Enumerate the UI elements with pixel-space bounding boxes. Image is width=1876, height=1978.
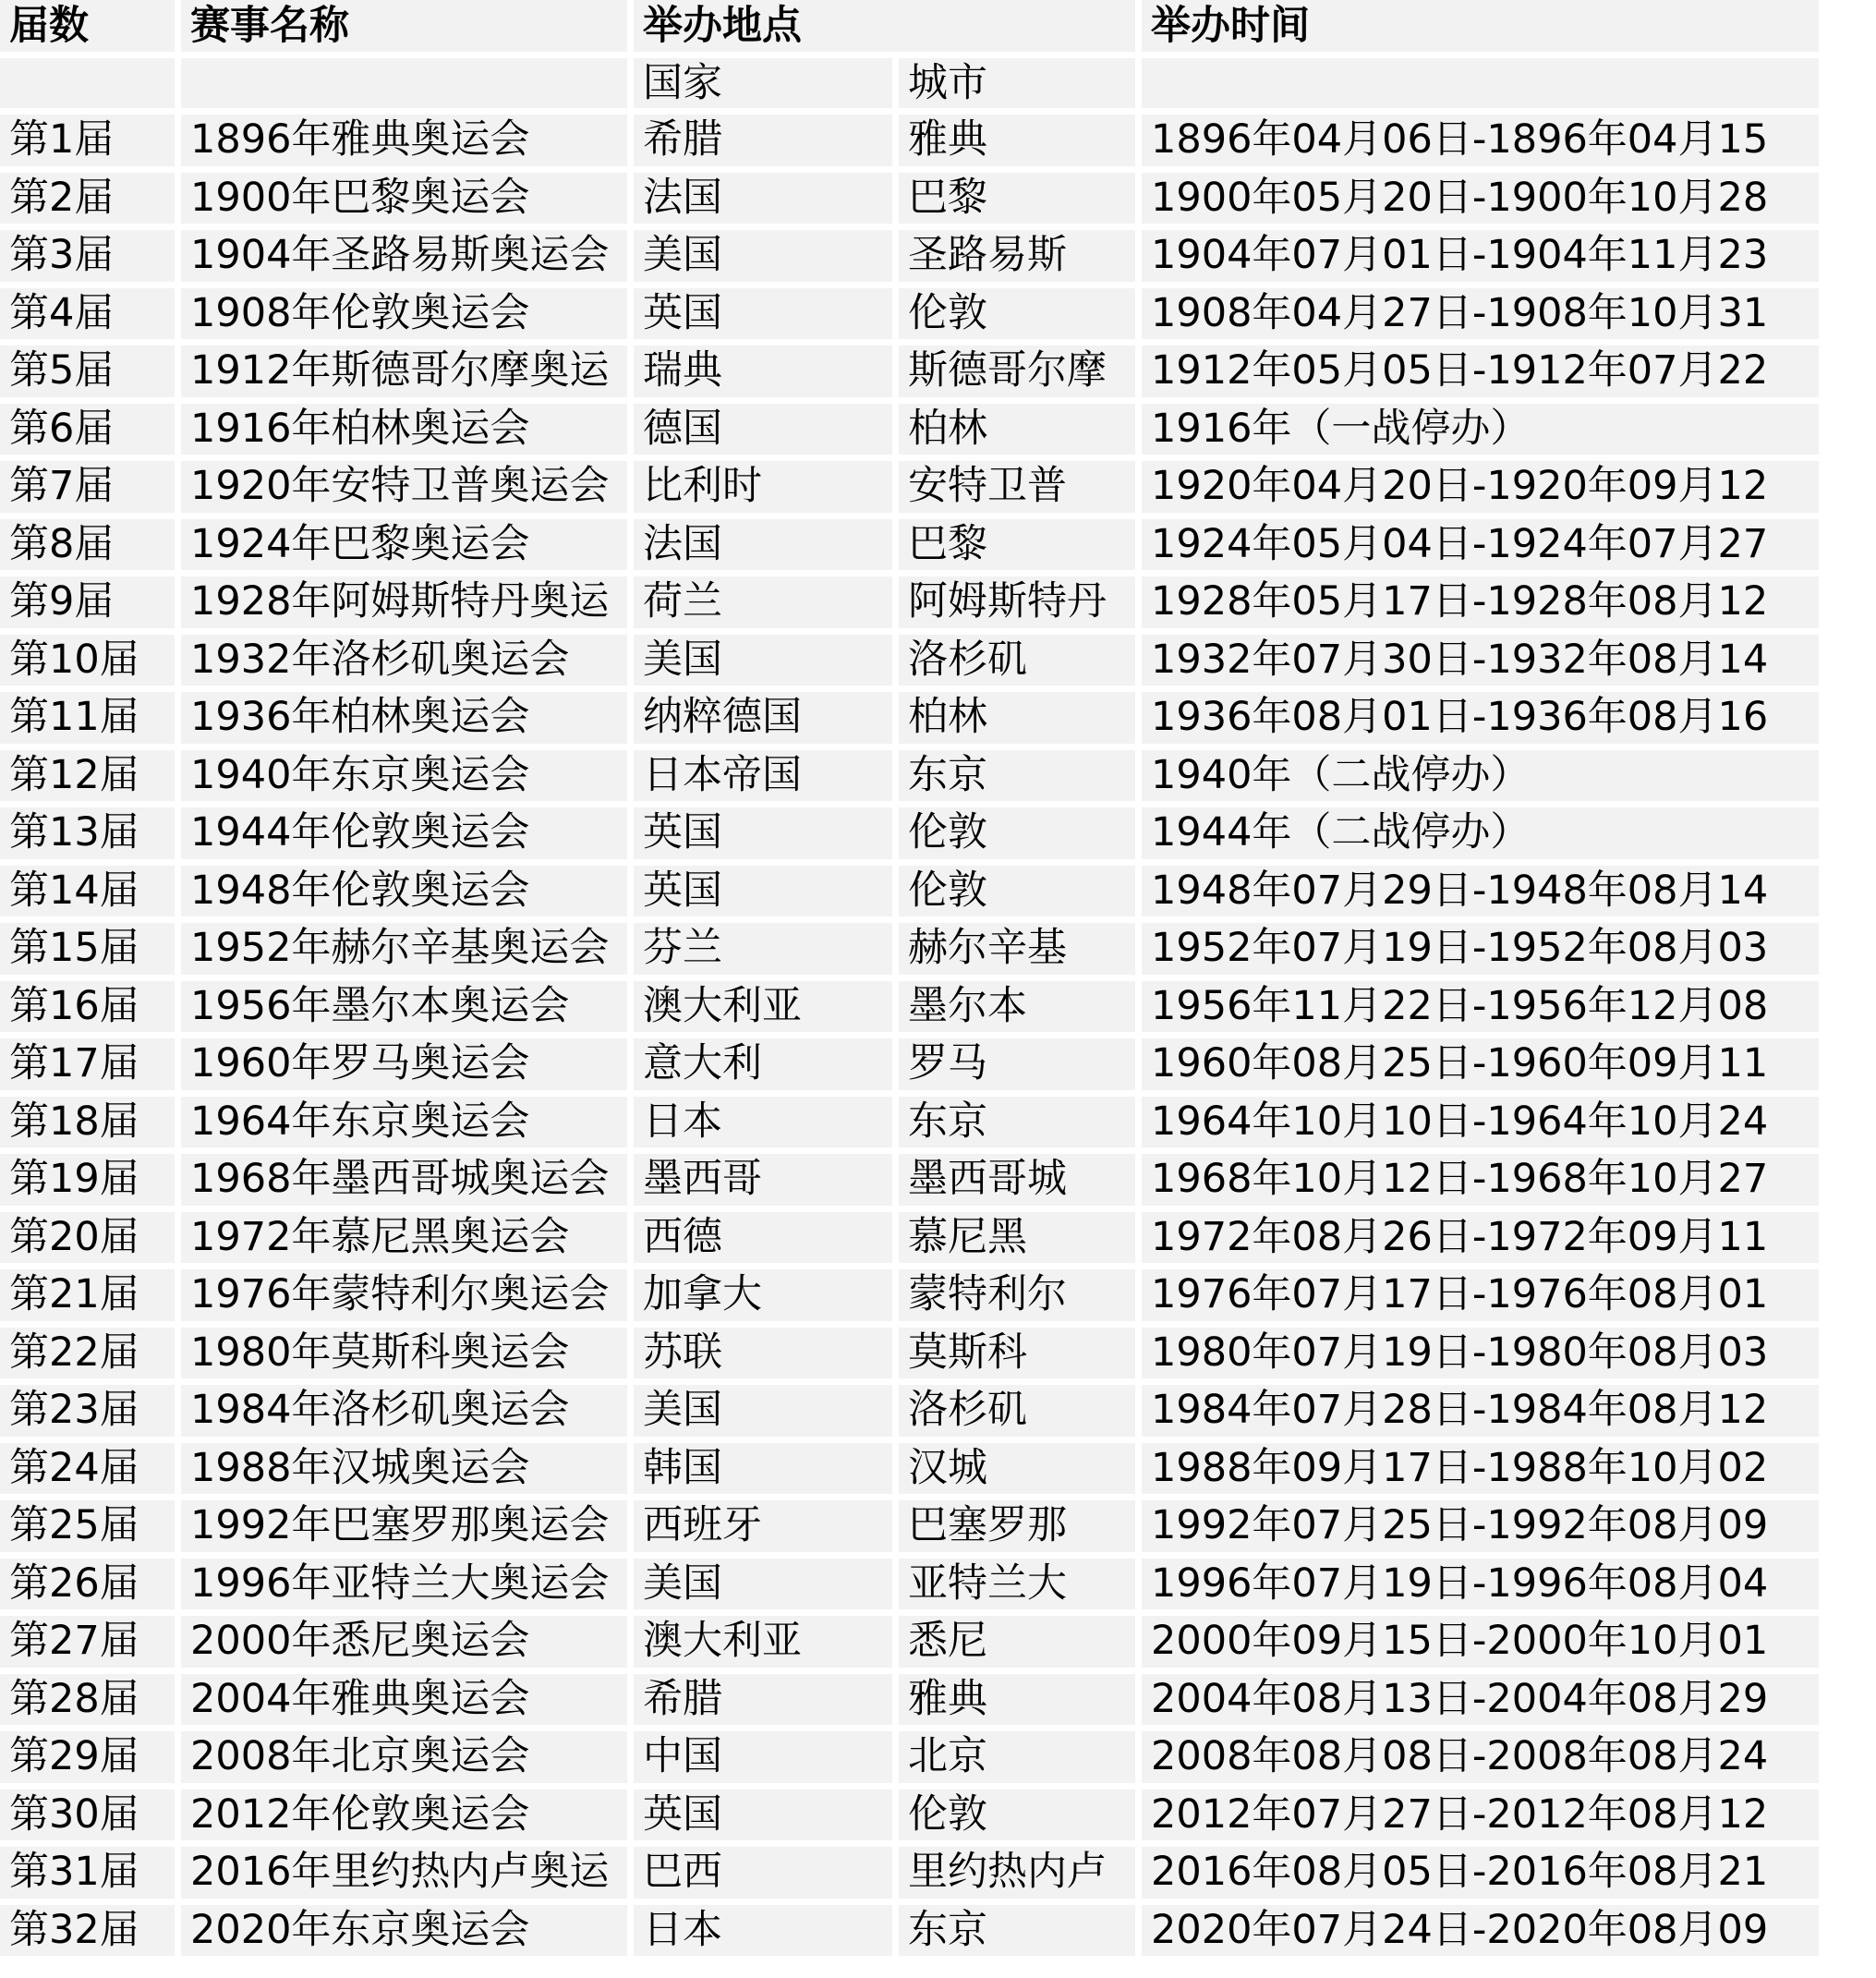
table-row <box>0 981 1825 1039</box>
event-name-cell[interactable]: 1912年斯德哥尔摩奥运 <box>181 346 634 404</box>
subheader-empty-cell[interactable] <box>181 58 634 115</box>
city-cell[interactable]: 阿姆斯特丹 <box>899 576 1142 635</box>
table-row <box>0 1559 1825 1617</box>
city-cell[interactable]: 慕尼黑 <box>899 1212 1142 1270</box>
event-name-cell[interactable]: 1944年伦敦奥运会 <box>181 807 634 866</box>
country-cell[interactable]: 日本 <box>634 1097 899 1155</box>
city-cell[interactable]: 里约热内卢 <box>899 1847 1142 1905</box>
header-row <box>0 0 1825 58</box>
host-time-cell[interactable]: 1936年08月01日-1936年08月16 <box>1142 692 1825 750</box>
city-cell[interactable]: 悉尼 <box>899 1616 1142 1674</box>
table-row <box>0 461 1825 519</box>
city-cell[interactable]: 伦敦 <box>899 866 1142 924</box>
country-cell[interactable]: 意大利 <box>634 1038 899 1097</box>
edition-cell[interactable]: 第6届 <box>0 404 181 462</box>
event-name-cell[interactable]: 1952年赫尔辛基奥运会 <box>181 923 634 981</box>
table-row <box>0 1500 1825 1559</box>
table-row <box>0 404 1825 462</box>
city-cell[interactable]: 斯德哥尔摩 <box>899 346 1142 404</box>
city-cell[interactable]: 汉城 <box>899 1443 1142 1501</box>
country-cell[interactable]: 中国 <box>634 1731 899 1790</box>
host-time-cell[interactable]: 1988年09月17日-1988年10月02 <box>1142 1443 1825 1501</box>
edition-cell[interactable]: 第3届 <box>0 230 181 288</box>
header-host-time[interactable]: 举办时间 <box>1142 0 1825 58</box>
country-cell[interactable]: 希腊 <box>634 115 899 173</box>
host-time-cell[interactable]: 2004年08月13日-2004年08月29 <box>1142 1674 1825 1732</box>
edition-cell[interactable]: 第14届 <box>0 866 181 924</box>
subheader-empty-cell[interactable] <box>0 58 181 115</box>
edition-cell[interactable]: 第24届 <box>0 1443 181 1501</box>
city-cell[interactable]: 巴黎 <box>899 173 1142 231</box>
country-cell[interactable]: 墨西哥 <box>634 1154 899 1212</box>
event-name-cell[interactable]: 2020年东京奥运会 <box>181 1905 634 1963</box>
edition-cell[interactable]: 第23届 <box>0 1385 181 1443</box>
country-cell[interactable]: 英国 <box>634 1790 899 1848</box>
table-row <box>0 1038 1825 1097</box>
edition-cell[interactable]: 第10届 <box>0 635 181 693</box>
table-row <box>0 1097 1825 1155</box>
event-name-cell[interactable]: 1988年汉城奥运会 <box>181 1443 634 1501</box>
table-row <box>0 1385 1825 1443</box>
city-cell[interactable]: 莫斯科 <box>899 1328 1142 1386</box>
edition-cell[interactable]: 第32届 <box>0 1905 181 1963</box>
city-cell[interactable]: 伦敦 <box>899 1790 1142 1848</box>
host-time-cell[interactable]: 1944年（二战停办） <box>1142 807 1825 866</box>
host-time-cell[interactable]: 2012年07月27日-2012年08月12 <box>1142 1790 1825 1848</box>
host-time-cell[interactable]: 1968年10月12日-1968年10月27 <box>1142 1154 1825 1212</box>
edition-cell[interactable]: 第17届 <box>0 1038 181 1097</box>
city-cell[interactable]: 伦敦 <box>899 807 1142 866</box>
city-cell[interactable]: 罗马 <box>899 1038 1142 1097</box>
table-row <box>0 173 1825 231</box>
event-name-cell[interactable]: 2016年里约热内卢奥运 <box>181 1847 634 1905</box>
table-row <box>0 1154 1825 1212</box>
city-cell[interactable]: 亚特兰大 <box>899 1559 1142 1617</box>
city-cell[interactable]: 巴黎 <box>899 519 1142 577</box>
header-event-name[interactable]: 赛事名称 <box>181 0 634 58</box>
country-cell[interactable]: 纳粹德国 <box>634 692 899 750</box>
edition-cell[interactable]: 第11届 <box>0 692 181 750</box>
table-row <box>0 288 1825 346</box>
country-cell[interactable]: 韩国 <box>634 1443 899 1501</box>
table-row <box>0 1212 1825 1270</box>
country-cell[interactable]: 英国 <box>634 807 899 866</box>
edition-cell[interactable]: 第25届 <box>0 1500 181 1559</box>
host-time-cell[interactable]: 1920年04月20日-1920年09月12 <box>1142 461 1825 519</box>
edition-cell[interactable]: 第13届 <box>0 807 181 866</box>
city-cell[interactable]: 圣路易斯 <box>899 230 1142 288</box>
table-row <box>0 1905 1825 1963</box>
event-name-cell[interactable]: 1920年安特卫普奥运会 <box>181 461 634 519</box>
table-row <box>0 1616 1825 1674</box>
edition-cell[interactable]: 第16届 <box>0 981 181 1039</box>
edition-cell[interactable]: 第26届 <box>0 1559 181 1617</box>
table-row <box>0 115 1825 173</box>
table-row <box>0 1269 1825 1328</box>
edition-cell[interactable]: 第8届 <box>0 519 181 577</box>
event-name-cell[interactable]: 1928年阿姆斯特丹奥运 <box>181 576 634 635</box>
host-time-cell[interactable]: 1960年08月25日-1960年09月11 <box>1142 1038 1825 1097</box>
edition-cell[interactable]: 第5届 <box>0 346 181 404</box>
edition-cell[interactable]: 第31届 <box>0 1847 181 1905</box>
event-name-cell[interactable]: 2012年伦敦奥运会 <box>181 1790 634 1848</box>
event-name-cell[interactable]: 1980年莫斯科奥运会 <box>181 1328 634 1386</box>
table-row <box>0 692 1825 750</box>
country-cell[interactable]: 加拿大 <box>634 1269 899 1328</box>
table-row <box>0 807 1825 866</box>
city-cell[interactable]: 柏林 <box>899 692 1142 750</box>
table-row <box>0 635 1825 693</box>
host-time-cell[interactable]: 1908年04月27日-1908年10月31 <box>1142 288 1825 346</box>
edition-cell[interactable]: 第12届 <box>0 750 181 808</box>
event-name-cell[interactable]: 1992年巴塞罗那奥运会 <box>181 1500 634 1559</box>
city-cell[interactable]: 安特卫普 <box>899 461 1142 519</box>
host-time-cell[interactable]: 1916年（一战停办） <box>1142 404 1825 462</box>
edition-cell[interactable]: 第19届 <box>0 1154 181 1212</box>
country-cell[interactable]: 西班牙 <box>634 1500 899 1559</box>
host-time-cell[interactable]: 1924年05月04日-1924年07月27 <box>1142 519 1825 577</box>
city-cell[interactable]: 蒙特利尔 <box>899 1269 1142 1328</box>
event-name-cell[interactable]: 2000年悉尼奥运会 <box>181 1616 634 1674</box>
country-cell[interactable]: 日本 <box>634 1905 899 1963</box>
event-name-cell[interactable]: 1908年伦敦奥运会 <box>181 288 634 346</box>
host-time-cell[interactable]: 1928年05月17日-1928年08月12 <box>1142 576 1825 635</box>
country-cell[interactable]: 澳大利亚 <box>634 1616 899 1674</box>
event-name-cell[interactable]: 1948年伦敦奥运会 <box>181 866 634 924</box>
host-time-cell[interactable]: 1956年11月22日-1956年12月08 <box>1142 981 1825 1039</box>
edition-cell[interactable]: 第1届 <box>0 115 181 173</box>
host-time-cell[interactable]: 1952年07月19日-1952年08月03 <box>1142 923 1825 981</box>
host-time-cell[interactable]: 1972年08月26日-1972年09月11 <box>1142 1212 1825 1270</box>
edition-cell[interactable]: 第29届 <box>0 1731 181 1790</box>
country-cell[interactable]: 苏联 <box>634 1328 899 1386</box>
event-name-cell[interactable]: 1896年雅典奥运会 <box>181 115 634 173</box>
event-name-cell[interactable]: 1936年柏林奥运会 <box>181 692 634 750</box>
table-row <box>0 576 1825 635</box>
country-cell[interactable]: 美国 <box>634 1559 899 1617</box>
host-time-cell[interactable]: 1992年07月25日-1992年08月09 <box>1142 1500 1825 1559</box>
event-name-cell[interactable]: 2008年北京奥运会 <box>181 1731 634 1790</box>
host-time-cell[interactable]: 1932年07月30日-1932年08月14 <box>1142 635 1825 693</box>
edition-cell[interactable]: 第18届 <box>0 1097 181 1155</box>
city-cell[interactable]: 东京 <box>899 1905 1142 1963</box>
event-name-cell[interactable]: 1924年巴黎奥运会 <box>181 519 634 577</box>
country-cell[interactable]: 日本帝国 <box>634 750 899 808</box>
host-time-cell[interactable]: 1896年04月06日-1896年04月15 <box>1142 115 1825 173</box>
city-cell[interactable]: 北京 <box>899 1731 1142 1790</box>
subheader-row <box>0 58 1825 115</box>
country-cell[interactable]: 法国 <box>634 173 899 231</box>
event-name-cell[interactable]: 1904年圣路易斯奥运会 <box>181 230 634 288</box>
city-cell[interactable]: 伦敦 <box>899 288 1142 346</box>
edition-cell[interactable]: 第20届 <box>0 1212 181 1270</box>
host-time-cell[interactable]: 1904年07月01日-1904年11月23 <box>1142 230 1825 288</box>
table-row <box>0 346 1825 404</box>
country-cell[interactable]: 德国 <box>634 404 899 462</box>
table-row <box>0 923 1825 981</box>
table-row <box>0 866 1825 924</box>
event-name-cell[interactable]: 1916年柏林奥运会 <box>181 404 634 462</box>
city-cell[interactable]: 巴塞罗那 <box>899 1500 1142 1559</box>
edition-cell[interactable]: 第21届 <box>0 1269 181 1328</box>
edition-cell[interactable]: 第30届 <box>0 1790 181 1848</box>
event-name-cell[interactable]: 2004年雅典奥运会 <box>181 1674 634 1732</box>
host-time-cell[interactable]: 1976年07月17日-1976年08月01 <box>1142 1269 1825 1328</box>
city-cell[interactable]: 墨尔本 <box>899 981 1142 1039</box>
host-time-cell[interactable]: 1912年05月05日-1912年07月22 <box>1142 346 1825 404</box>
table-row <box>0 1443 1825 1501</box>
event-name-cell[interactable]: 1964年东京奥运会 <box>181 1097 634 1155</box>
city-cell[interactable]: 墨西哥城 <box>899 1154 1142 1212</box>
country-cell[interactable]: 美国 <box>634 1385 899 1443</box>
city-cell[interactable]: 洛杉矶 <box>899 635 1142 693</box>
host-time-cell[interactable]: 1980年07月19日-1980年08月03 <box>1142 1328 1825 1386</box>
country-cell[interactable]: 美国 <box>634 635 899 693</box>
host-time-cell[interactable]: 2016年08月05日-2016年08月21 <box>1142 1847 1825 1905</box>
event-name-cell[interactable]: 1984年洛杉矶奥运会 <box>181 1385 634 1443</box>
city-cell[interactable]: 雅典 <box>899 1674 1142 1732</box>
header-edition[interactable]: 届数 <box>0 0 181 58</box>
subheader-empty-cell[interactable] <box>1142 58 1825 115</box>
host-time-cell[interactable]: 1984年07月28日-1984年08月12 <box>1142 1385 1825 1443</box>
event-name-cell[interactable]: 1940年东京奥运会 <box>181 750 634 808</box>
table-row <box>0 1790 1825 1848</box>
event-name-cell[interactable]: 1996年亚特兰大奥运会 <box>181 1559 634 1617</box>
country-cell[interactable]: 英国 <box>634 866 899 924</box>
city-cell[interactable]: 东京 <box>899 1097 1142 1155</box>
event-name-cell[interactable]: 1932年洛杉矶奥运会 <box>181 635 634 693</box>
table-row <box>0 750 1825 808</box>
city-cell[interactable]: 雅典 <box>899 115 1142 173</box>
table-row <box>0 1731 1825 1790</box>
host-time-cell[interactable]: 2020年07月24日-2020年08月09 <box>1142 1905 1825 1963</box>
event-name-cell[interactable]: 1968年墨西哥城奥运会 <box>181 1154 634 1212</box>
country-cell[interactable]: 瑞典 <box>634 346 899 404</box>
subheader-city[interactable]: 城市 <box>899 58 1142 115</box>
city-cell[interactable]: 洛杉矶 <box>899 1385 1142 1443</box>
table-row <box>0 1328 1825 1386</box>
city-cell[interactable]: 东京 <box>899 750 1142 808</box>
edition-cell[interactable]: 第27届 <box>0 1616 181 1674</box>
host-time-cell[interactable]: 1996年07月19日-1996年08月04 <box>1142 1559 1825 1617</box>
host-time-cell[interactable]: 1964年10月10日-1964年10月24 <box>1142 1097 1825 1155</box>
host-time-cell[interactable]: 1948年07月29日-1948年08月14 <box>1142 866 1825 924</box>
table-row <box>0 519 1825 577</box>
subheader-country[interactable]: 国家 <box>634 58 899 115</box>
edition-cell[interactable]: 第7届 <box>0 461 181 519</box>
event-name-cell[interactable]: 1900年巴黎奥运会 <box>181 173 634 231</box>
country-cell[interactable]: 澳大利亚 <box>634 981 899 1039</box>
country-cell[interactable]: 比利时 <box>634 461 899 519</box>
header-host-location[interactable]: 举办地点 <box>634 0 1142 58</box>
event-name-cell[interactable]: 1956年墨尔本奥运会 <box>181 981 634 1039</box>
edition-cell[interactable]: 第22届 <box>0 1328 181 1386</box>
country-cell[interactable]: 美国 <box>634 230 899 288</box>
edition-cell[interactable]: 第2届 <box>0 173 181 231</box>
country-cell[interactable]: 巴西 <box>634 1847 899 1905</box>
edition-cell[interactable]: 第28届 <box>0 1674 181 1732</box>
country-cell[interactable]: 法国 <box>634 519 899 577</box>
event-name-cell[interactable]: 1972年慕尼黑奥运会 <box>181 1212 634 1270</box>
country-cell[interactable]: 希腊 <box>634 1674 899 1732</box>
edition-cell[interactable]: 第4届 <box>0 288 181 346</box>
host-time-cell[interactable]: 1940年（二战停办） <box>1142 750 1825 808</box>
host-time-cell[interactable]: 2008年08月08日-2008年08月24 <box>1142 1731 1825 1790</box>
city-cell[interactable]: 柏林 <box>899 404 1142 462</box>
host-time-cell[interactable]: 1900年05月20日-1900年10月28 <box>1142 173 1825 231</box>
host-time-cell[interactable]: 2000年09月15日-2000年10月01 <box>1142 1616 1825 1674</box>
table-row <box>0 1674 1825 1732</box>
table-row <box>0 1847 1825 1905</box>
edition-cell[interactable]: 第15届 <box>0 923 181 981</box>
country-cell[interactable]: 荷兰 <box>634 576 899 635</box>
edition-cell[interactable]: 第9届 <box>0 576 181 635</box>
city-cell[interactable]: 赫尔辛基 <box>899 923 1142 981</box>
table-row <box>0 230 1825 288</box>
event-name-cell[interactable]: 1976年蒙特利尔奥运会 <box>181 1269 634 1328</box>
country-cell[interactable]: 芬兰 <box>634 923 899 981</box>
country-cell[interactable]: 英国 <box>634 288 899 346</box>
event-name-cell[interactable]: 1960年罗马奥运会 <box>181 1038 634 1097</box>
country-cell[interactable]: 西德 <box>634 1212 899 1270</box>
